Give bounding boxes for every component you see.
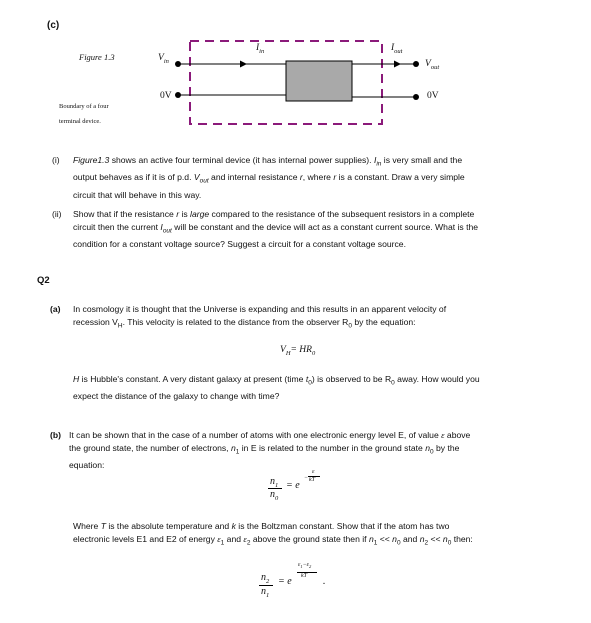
q-c-i-text — [73, 154, 573, 201]
boundary-caption-line1: Boundary of a four — [59, 103, 109, 110]
eq2-numerator: $n_2$ — [261, 572, 270, 585]
zero-v-left-label: 0V — [160, 91, 172, 101]
eq1-numerator: $n_1$ — [270, 476, 279, 489]
q-c-ii-line1: Show that if the resistance r is large compared to the resistance of the subsequent resistors in a complete — [73, 209, 475, 219]
device-box — [286, 61, 352, 101]
eq1-exp-numerator: ε — [312, 468, 315, 475]
q2-b-line1: It can be shown that in the case of a number of atoms with one electronic energy level E, of value ε above — [69, 430, 471, 440]
q2-b-number: (b) — [50, 430, 61, 440]
i-out-arrow — [394, 61, 401, 68]
v-in-label: $V_{in}$ — [158, 53, 169, 65]
i-in-arrow — [240, 61, 247, 68]
q-c-ii-number: (ii) — [52, 209, 62, 219]
eq2-denominator: $n_1$ — [261, 586, 270, 599]
zero-v-right-label: 0V — [427, 91, 439, 101]
v-out-label: $V_{out}$ — [425, 59, 440, 71]
q2-a-number: (a) — [50, 304, 61, 314]
q2-a-text — [73, 303, 578, 333]
q-c-ii-line3: condition for a constant voltage source? Suggest a circuit for a constant voltage source. — [73, 238, 406, 249]
eq1-exp-minus: − — [304, 475, 309, 481]
q-c-i-line1: Figure1.3 shows an active four terminal device (it has internal power supplies). $I_{in}$ is very small and the — [73, 155, 463, 168]
eq2-equals-e: = e — [278, 576, 292, 587]
eq2-period: . — [323, 576, 326, 587]
eq2-exp-bar — [297, 572, 317, 573]
terminal-vin — [175, 61, 181, 67]
q2-b-line3: equation: — [69, 459, 105, 470]
q2-b-paragraph2 — [73, 520, 578, 550]
q2-b-line2: the ground state, the number of electrons, $n_1$ in E is related to the number in the ground state $n_0$ by the — [69, 442, 460, 456]
hubble-equation: $V_H= HR_0$ — [280, 345, 316, 357]
boltzmann-equation-1 — [268, 468, 338, 502]
q2-b-p2-line1: Where T is the absolute temperature and k is the Boltzman constant. Show that if the atom has two — [73, 521, 450, 531]
i-out-label: $I_{out}$ — [391, 43, 403, 55]
figure-label: Figure 1.3 — [79, 52, 115, 62]
q2-a-p2-line2: expect the distance of the galaxy to change with time? — [73, 391, 280, 402]
part-c-label: (c) — [47, 20, 60, 31]
q2-a-line2: recession $V_H$. This velocity is related to the distance from the observer $R_0$ by the equation: — [73, 316, 416, 330]
q2-a-paragraph2 — [73, 373, 578, 403]
q-c-i-number: (i) — [52, 155, 60, 165]
eq2-exp-numerator: $\varepsilon_1-\varepsilon_2$ — [298, 562, 312, 570]
q2-label: Q2 — [37, 275, 50, 286]
q2-a-p2-line1: H is Hubble's constant. A very distant galaxy at present (time $t_0$) is observed to be $R_0$ away. How would you — [73, 374, 480, 387]
eq2-exp-denominator: kT — [301, 573, 307, 579]
q-c-i-line2: output behaves as if it is of p.d. $V_{out}$ and internal resistance r, where r is a constant. Draw a very simple — [73, 172, 465, 186]
eq1-exp-denominator: kT — [309, 477, 315, 483]
q2-a-line1: In cosmology it is thought that the Universe is expanding and this results in an apparent velocity of — [73, 304, 447, 314]
eq1-denominator: $n_0$ — [270, 489, 279, 502]
q-c-ii-text — [73, 208, 578, 251]
q2-b-p2-line2: electronic levels E1 and E2 of energy $\varepsilon_1$ and $\varepsilon_2$ above the ground state then if $n_1 << n_0$ and $n_2 << n_0$ then: — [73, 533, 473, 547]
i-in-label: $I_{in}$ — [256, 43, 265, 55]
q-c-i-line3: circuit that will behave in this way. — [73, 189, 202, 200]
boltzmann-equation-2 — [259, 562, 349, 602]
q2-b-text — [69, 429, 579, 472]
terminal-0v-left — [175, 92, 181, 98]
terminal-0v-right — [413, 94, 419, 100]
boundary-caption-line2: terminal device. — [59, 118, 101, 125]
q-c-ii-line2: circuit then the current $I_{out}$ will be constant and the device will act as a constant current source. What is the — [73, 221, 479, 235]
terminal-vout — [413, 61, 419, 67]
eq1-equals-e: = e — [286, 480, 300, 491]
